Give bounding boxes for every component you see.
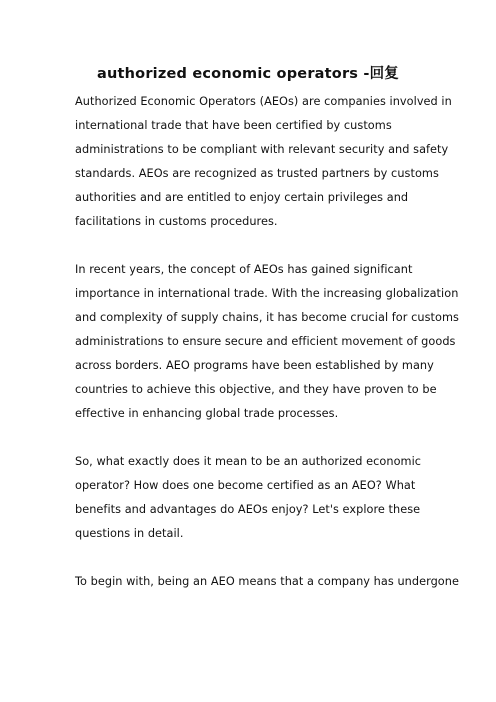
text-line: benefits and advantages do AEOs enjoy? Let's explore these	[75, 503, 421, 516]
text-line: administrations to be compliant with relevant security and safety	[75, 143, 449, 156]
paragraph-2	[75, 258, 459, 426]
text-line: To begin with, being an AEO means that a company has undergone	[75, 575, 459, 588]
text-line: standards. AEOs are recognized as trusted partners by customs	[75, 167, 439, 180]
paragraph-1	[75, 90, 452, 234]
document-body	[75, 90, 459, 618]
text-line: Authorized Economic Operators (AEOs) are companies involved in	[75, 95, 452, 108]
text-line: authorities and are entitled to enjoy certain privileges and	[75, 191, 409, 204]
text-line: and complexity of supply chains, it has become crucial for customs	[75, 311, 459, 324]
document-title: authorized economic operators -回复	[97, 66, 399, 82]
text-line: operator? How does one become certified as an AEO? What	[75, 479, 416, 492]
text-line: facilitations in customs procedures.	[75, 215, 278, 228]
paragraph-3	[75, 450, 425, 546]
text-line: effective in enhancing global trade processes.	[75, 407, 339, 420]
text-line: administrations to ensure secure and efficient movement of goods	[75, 335, 456, 348]
text-line: international trade that have been certified by customs	[75, 119, 392, 132]
text-line: questions in detail.	[75, 527, 184, 540]
text-line: across borders. AEO programs have been established by many	[75, 359, 434, 372]
text-line: countries to achieve this objective, and they have proven to be	[75, 383, 437, 396]
text-line: In recent years, the concept of AEOs has gained significant	[75, 263, 413, 276]
text-line: importance in international trade. With the increasing globalization	[75, 287, 459, 300]
paragraph-4	[75, 570, 459, 594]
text-line: So, what exactly does it mean to be an authorized economic	[75, 455, 422, 468]
